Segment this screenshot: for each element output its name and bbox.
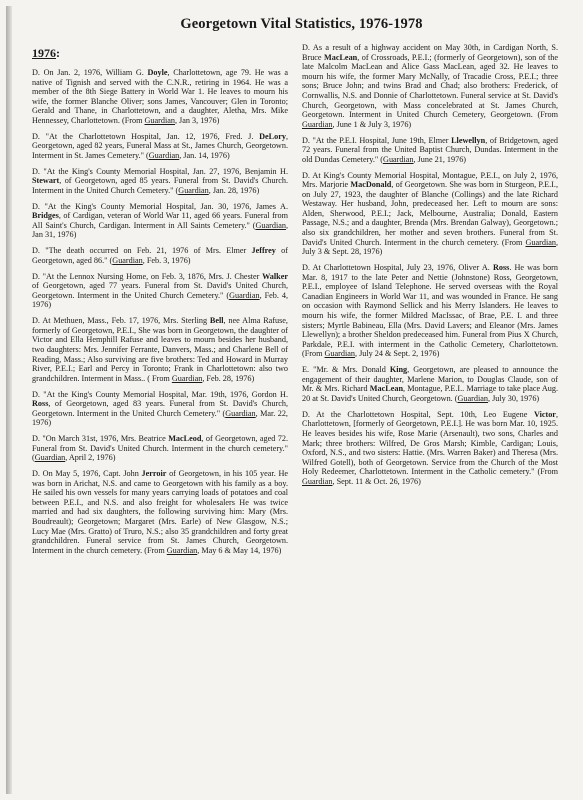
entry-text: , of Crossroads, P.E.I.; (formerly of Georgetown), son of the late Malcolm MacLean and Alice Gass MacLean, aged 32. He leaves to mourn his wife, the former Mary McNally, of Tracadie Cross, P.E.I.; three sons; Bruce John; and twins Brad and Chad; also brothers: Frederick, of Cornwallis, N.S. and Donnie of Charlottetown. Funeral service at St. David's Church, Georgetown, with Mass concelebrated at St. James Church, Georgetown. Interment in United Church Cemetery, Georgetown. (From — [302, 52, 558, 120]
entry-text: D. "On March 31st, 1976, Mrs. Beatrice — [32, 434, 169, 444]
entry-text: D. At Charlottetown Hospital, July 23, 1976, Oliver A. — [302, 263, 493, 273]
entry-text: , May 6 & May 14, 1976) — [197, 545, 282, 555]
left-column — [32, 43, 288, 562]
entry-text: , Jan. 14, 1976) — [179, 150, 230, 160]
vital-entry — [302, 171, 558, 257]
year-heading — [32, 47, 288, 60]
entry-text: E. "Mr. & Mrs. Donald — [302, 365, 390, 375]
surname: Victor — [533, 409, 556, 419]
vital-entry — [32, 390, 288, 428]
surname: MacLean — [369, 384, 403, 394]
entry-text: D. "At the Lennox Nursing Home, on Feb. 3, 1876, Mrs. J. Chester — [32, 271, 263, 281]
entry-text: D. As a result of a highway accident on May 30th, in Cardigan North, S. Bruce — [302, 43, 558, 62]
entry-text: D. "The death occurred on Feb. 21, 1976 of Mrs. Elmer — [32, 246, 252, 256]
scan-binding-edge — [6, 6, 12, 794]
entry-text: , Charlottetown, age 79. He was a native of Tignish and served with the C.N.R., retiring in 1964. He was a member of the 8th Siege Battery in World War 1. He leaves to mourn his wife, the former Blanche Oliver; sons James, Vancouver; Glen in Toronto; Gerald and Thane, in Charlottetown, and a daughter, Aletha, Mrs. Mike Hennessey, Charlottetown. (From — [32, 68, 288, 125]
vital-entry — [32, 316, 288, 383]
entry-text: of Georgetown, aged 86." ( — [32, 246, 288, 265]
surname: DeLory — [259, 131, 286, 141]
entry-text: , of Georgetown. She was born in Sturgeon, P.E.I., on July 27, 1923, the daughter of Blanche (Collings) and the late Richard Westaway. Her husband, John, predeceased her. Left to mourn are sons: Alden, Sherwood, P.E.I.; Jack, Melbourne, Australia; Donald, Eastern Passage, N.S.; and a daughter, Brenda (Mrs. Brendan Galway), Georgetown.; also six grandchildren, her mother and seven brothers. Funeral from St. David's United Church. Interment in the church cemetery. (From — [302, 180, 558, 247]
entry-text: of Georgetown, aged 77 years. Funeral from St. David's United Church, Georgetown. Interment in the United Church Cemetery." ( — [32, 281, 288, 300]
source-name: Guardian — [166, 545, 198, 555]
surname: Ross — [32, 399, 49, 409]
entry-text: D. On May 5, 1976, Capt. John — [32, 469, 142, 479]
source-name: Guardian — [229, 290, 260, 300]
source-name: Guardian — [34, 453, 66, 463]
entry-text: , July 3 & Sept. 28, 1976) — [302, 237, 558, 257]
entry-text: . He was born Mar. 8, 1917 to the late Peter and Nettie (Johnstone) Ross, Georgetown, P.E.I., employee of Island Telephone. He served overseas with the Royal Canadian Engineers in World War 11, and was wounded in France. He sang on occasion with Raymond Sellick and his Merry Islanders. He leaves to mourn his wife, the former Mildred MacIssac, of Brae, P.E. I. and three sisters; Myrtle Babineau, Ella (Mrs. David Lavers; and Eleanor (Mrs. James Llewellyn); a brother Sheldon predeceased him. Funeral from Pius X Church, Parkdale, P.E.I. with interment in the Catholic Cemetery, Charlottetown. (From — [302, 263, 558, 359]
vital-entry — [32, 68, 288, 126]
entry-text: , Charlottetown, [formerly of Georgetown, P.E.I.]. He was born Mar. 10, 1925. He leaves besides his wife, Rose Marie (Arsenault), two sons, Charles and Mark; three brothers: Wilfred, De Gros Marsh; Kimble, Cardigan; Louis, Oxford, N.S., and two sisters: Hattie. (Mrs. Warren Baker) and Theresa (Mrs. Wilfred Gotell), both of Georgetown. Service from the Church of the Most Holy Redeemer, Charlottetown. Interment in the Catholic cemetery." (From — [302, 409, 558, 477]
entry-text: D. On Jan. 2, 1976, William G. — [32, 68, 148, 77]
entry-text: , Feb. 3, 1976) — [142, 255, 191, 265]
entry-text: D. At the Charlottetown Hospital, Sept. 10th, Leo Eugene — [302, 409, 534, 419]
entry-text: D. At Methuen, Mass., Feb. 17, 1976, Mrs. Sterling — [32, 316, 210, 326]
surname: MacLean — [324, 52, 358, 62]
entry-text: , of Cardigan, veteran of World War 11, aged 66 years. Funeral from All Saint's Church, Cardigan. Interment in All Saints Cemetery." ( — [32, 211, 288, 230]
source-name: Guardian — [324, 349, 355, 359]
surname: Doyle — [147, 68, 168, 77]
entry-text: , July 30, 1976) — [487, 393, 540, 403]
entry-text: , nee Alma Rafuse, formerly of Georgetown, P.E.I., She was born in Georgetown, the daughter of Victor and Ella Hemphill Rafuse and leaves to mourn besides her husband, two daughters: Mrs. Jennifer Ferrante, Danvers, Mass.; and Charlene Bell of Reading, Mass.; Also surviving are five brothers: Ted and Howard in Murray River, P.E.I.; Earl and Percy in Toronto; Frank in Charlottetown: also two grandchildren. Interment in Mass.. ( From — [32, 316, 288, 383]
vital-entry — [302, 410, 558, 487]
entry-text: , of Georgetown, aged 72. Funeral from St. David's United Church. Interment in the church cemetery." ( — [32, 434, 288, 463]
entry-text: , Jan. 28, 1976) — [208, 185, 260, 195]
entry-text: , Jan 3, 1976) — [174, 115, 220, 125]
source-name: Guardian — [148, 150, 180, 160]
entry-text: , Georgetown, are pleased to announce the engagement of their daughter, Marlene Marion, to Douglas Claude, son of Mr. & Mrs. Richard — [302, 365, 559, 394]
vital-entry — [32, 202, 288, 240]
surname: King — [389, 365, 408, 375]
surname: Ross — [492, 263, 510, 273]
entry-text: of Georgetown, in his 105 year. He was born in Arichat, N.S. and came to Georgetown with his family as a boy. He sailed his own vessels for many years carrying loads of potatoes and coal between P.E.I., and N.S. and also freight for wholesalers He was twice married and had six daughters, the following surviving him: Mary (Mrs. Boudreault); Georgetown; Margaret (Mrs. Earle) of New Glasgow, N.S.; Lucy Mae (Mrs. Gratto) of Truro, N.S.; also 35 grandchildren and forty great grandchildren. Funeral service from St. James Church, Georgetown. Interment in the church cemetery. (From — [32, 469, 288, 555]
vital-entry — [32, 469, 288, 555]
source-name: Guardian — [457, 393, 488, 403]
source-name: Guardian — [225, 408, 256, 418]
entry-text: , June 21, 1976) — [413, 154, 467, 164]
vital-entry — [302, 43, 558, 129]
entry-text: , Mar. 22, 1976) — [32, 408, 288, 428]
entry-text: , of Bridgetown, aged 72 years. Funeral from the United Baptist Church, Dundas. Interment in the old Dundas Cemetery." ( — [302, 135, 558, 164]
entry-text: , July 24 & Sept. 2, 1976) — [354, 349, 440, 359]
surname: Stewart — [32, 176, 60, 186]
surname: MacDonald — [350, 180, 392, 190]
vital-entry — [302, 136, 558, 165]
source-name: Guardian — [383, 154, 414, 164]
vital-entry — [32, 434, 288, 463]
entry-text: , of Georgetown, aged 85 years. Funeral from St. David's Church. Interment in the United Church Cemetery." ( — [32, 176, 288, 195]
surname: Bridges — [32, 211, 59, 221]
entry-text: D. At King's County Memorial Hospital, Montague, P.E.I., on July 2, 1976, Mrs. Marjorie — [302, 170, 558, 190]
page-title: Georgetown Vital Statistics, 1976-1978 — [180, 16, 423, 32]
entry-text: D. "At the Charlottetown Hospital, Jan. 12, 1976, Fred. J. — [32, 131, 260, 141]
surname: Jeffrey — [251, 246, 276, 256]
surname: Bell — [209, 316, 224, 326]
source-name: Guardian — [302, 476, 333, 486]
entry-text: , Jan 31, 1976) — [32, 220, 288, 240]
source-name: Guardian — [302, 119, 333, 129]
surname: MacLeod — [168, 434, 202, 444]
year-label: 1976 — [32, 46, 56, 60]
right-column — [302, 43, 558, 562]
entry-text: , Montague, P.E.I.. Marriage to take place Aug. 20 at St. David's United Church, Georgetown. ( — [302, 384, 558, 403]
vital-entry — [32, 132, 288, 161]
vital-entry — [302, 365, 558, 403]
entry-text: , Feb. 28, 1976) — [202, 373, 255, 383]
source-name: Guardian — [171, 373, 203, 383]
entry-text: , Sept. 11 & Oct. 26, 1976) — [332, 476, 421, 486]
entry-text: , April 2, 1976) — [65, 453, 116, 463]
entry-text: D. "At the P.E.I. Hospital, June 19th, Elmer — [302, 135, 452, 145]
two-column-body — [32, 43, 571, 562]
vital-entry — [32, 167, 288, 196]
surname: Llewellyn — [451, 135, 486, 145]
source-name: Guardian — [112, 255, 143, 265]
source-name: Guardian — [144, 115, 175, 125]
entry-text: , Georgetown, aged 82 years, Funeral Mass at St., James Church, Georgetown. Interment in St. James Cemetery." ( — [32, 131, 288, 160]
surname: Walker — [262, 271, 288, 281]
surname: Jerroir — [141, 469, 167, 479]
entry-text: , of Georgetown, aged 83 years. Funeral from St. David's Church, Georgetown. Interment in the United Church Cemetery." ( — [32, 399, 288, 418]
entry-text: , Feb. 4, 1976) — [32, 290, 288, 310]
entry-text: D. "At the King's County Memorial Hospital, Jan. 30, 1976, James A. — [32, 201, 288, 211]
source-name: Guardian — [255, 220, 286, 230]
entry-text: , June 1 & July 3, 1976) — [332, 119, 412, 129]
vital-entry — [32, 246, 288, 265]
vital-entry — [302, 263, 558, 359]
entry-text: D. "At the King's County Memorial Hospital, Jan. 27, 1976, Benjamin H. — [32, 166, 288, 176]
source-name: Guardian — [178, 185, 209, 195]
year-suffix: : — [56, 46, 60, 60]
source-name: Guardian — [525, 237, 556, 247]
entry-text: D. "At the King's County Memorial Hospital, Mar. 19th, 1976, Gordon H. — [32, 389, 288, 399]
vital-entry — [32, 272, 288, 310]
